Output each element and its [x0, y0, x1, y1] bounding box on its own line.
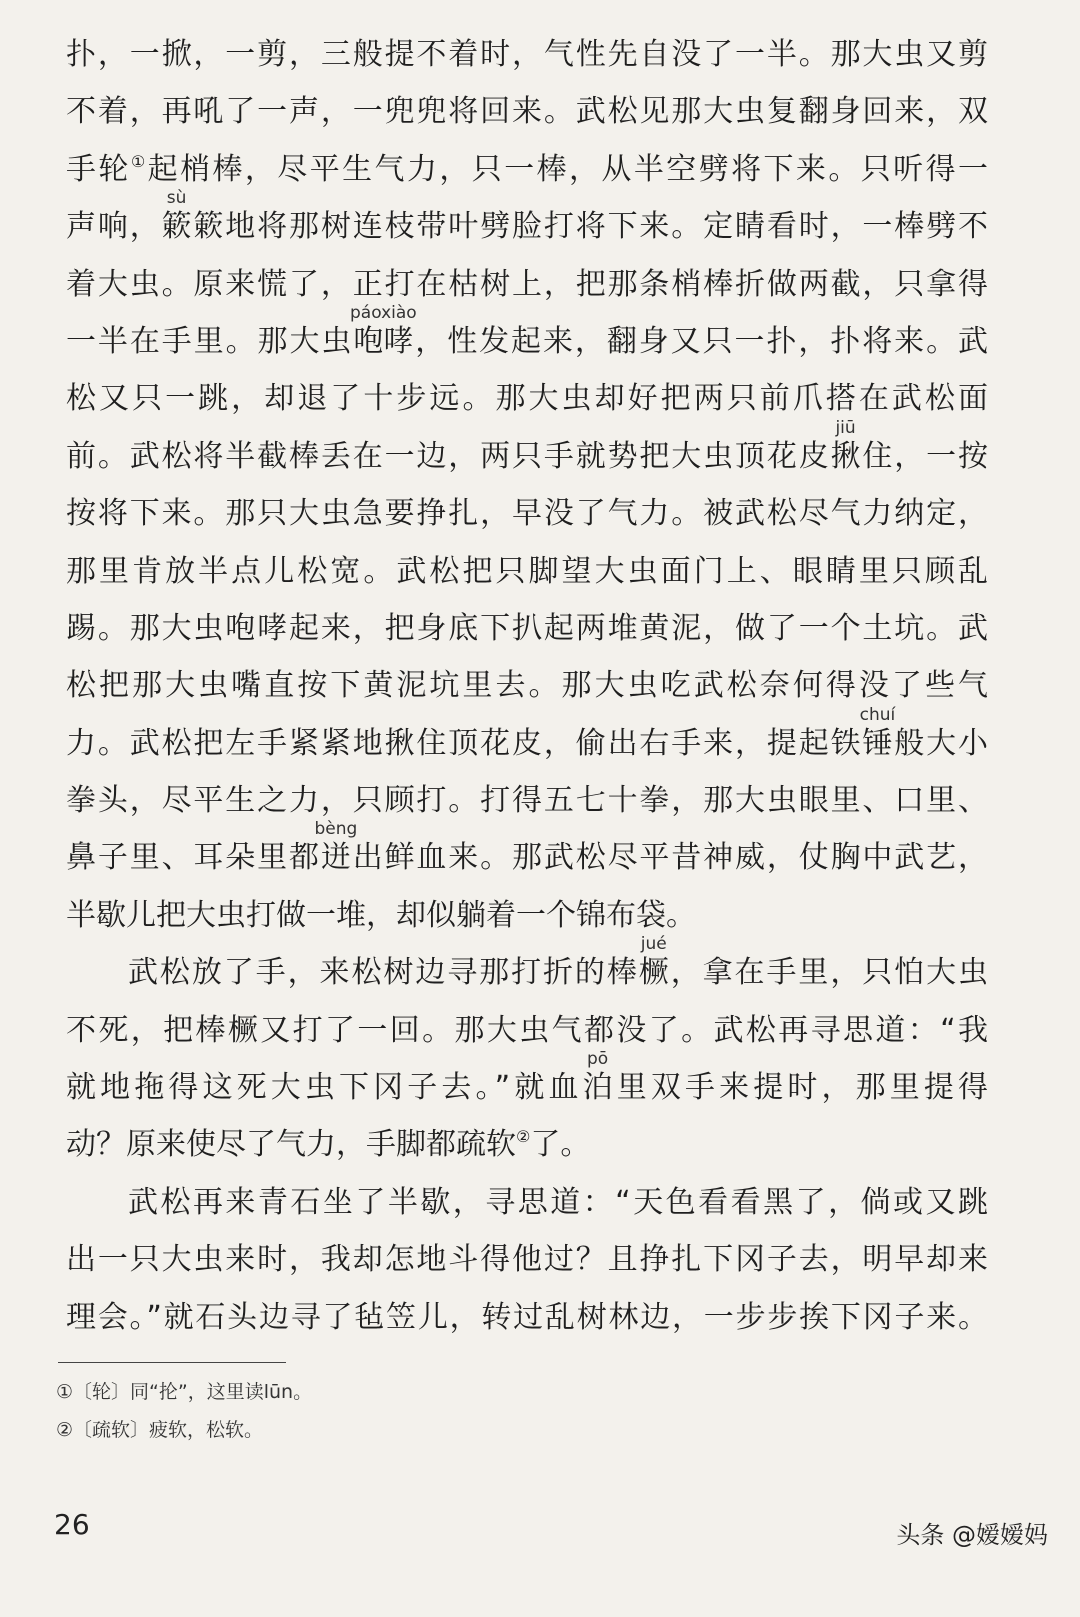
- text-run: 出一只大虫来时，我却怎地斗得他过？且挣扎下冈子去，明早却来: [66, 1242, 988, 1278]
- text-run: 武松再来青石坐了半歇，寻思道：“天色看看黑了，倘或又跳: [128, 1184, 988, 1220]
- text-line: [66, 992, 988, 1049]
- text-run: 一半在手里。那大虫: [66, 323, 354, 359]
- text-line: [66, 1106, 988, 1163]
- text-line: [66, 475, 988, 532]
- text-run: 动？原来使尽了气力，手脚都疏软: [66, 1127, 516, 1163]
- annotated-word: [638, 934, 669, 991]
- text-run: 松又只一跳，却退了十步远。那大虫却好把两只前爪搭在武松面: [66, 381, 988, 417]
- text-line: [66, 877, 988, 934]
- body-text: [66, 16, 988, 1336]
- text-line: [66, 934, 988, 991]
- annotated-word: [830, 417, 861, 475]
- text-run: 不着，再吼了一声，一兜兜将回来。武松见那大虫复翻身回来，双: [66, 94, 988, 130]
- annotated-char: 橛: [638, 955, 669, 991]
- text-run: 就地拖得这死大虫下冈子去。”就血: [66, 1070, 583, 1106]
- text-run: 力。武松把左手紧紧地揪住顶花皮，偷出右手来，提起铁: [66, 725, 863, 761]
- text-run: 不死，把棒橛又打了一回。那大虫气都没了。武松再寻思道：“我: [66, 1012, 988, 1048]
- text-line: [66, 73, 988, 130]
- text-run: 拳头，尽平生之力，只顾打。打得五七十拳，那大虫眼里、口里、: [66, 783, 988, 819]
- text-run: 半歇儿把大虫打做一堆，却似躺着一个锦布袋。: [66, 897, 696, 933]
- text-run: 簌地将那树连枝带叶劈脸打将下来。定睛看时，一棒劈不: [191, 209, 989, 245]
- text-line: [66, 360, 988, 417]
- annotated-char: 迸: [320, 840, 351, 876]
- text-run: 前。武松将半截棒丢在一边，两只手就势把大虫顶花皮: [66, 438, 831, 474]
- annotated-char: 簌: [161, 209, 192, 245]
- text-run: 起梢棒，尽平生气力，只一棒，从半空劈将下来。只听得一: [147, 151, 989, 187]
- pinyin-annotation: pō: [586, 1049, 609, 1070]
- text-line: [66, 188, 988, 245]
- text-line: [66, 131, 988, 188]
- text-line: [66, 1049, 988, 1106]
- footnote-divider: [58, 1362, 286, 1363]
- text-run: 踢。那大虫咆哮起来，把身底下扒起两堆黄泥，做了一个土坑。武: [66, 610, 988, 646]
- text-line: [66, 246, 988, 303]
- text-run: 着大虫。原来慌了，正打在枯树上，把那条梢棒折做两截，只拿得: [66, 266, 988, 302]
- text-run: 手轮: [66, 151, 131, 187]
- watermark: 头条 @嫒嫒妈: [896, 1521, 1048, 1549]
- annotated-word: [582, 1049, 613, 1106]
- text-line: [66, 1221, 988, 1278]
- footnote-2: ②〔疏软〕疲软，松软。: [56, 1419, 264, 1441]
- pinyin-annotation: sù: [166, 188, 187, 209]
- footnote-marker: ①: [130, 151, 148, 171]
- text-line: [66, 1164, 988, 1221]
- footnote-1: ①〔轮〕同“抡”，这里读lūn。: [56, 1381, 313, 1403]
- text-run: 般大小: [892, 725, 989, 761]
- annotated-char: 锤: [862, 725, 893, 761]
- text-run: 了。: [530, 1127, 591, 1163]
- text-run: 鼻子里、耳朵里都: [66, 840, 321, 876]
- text-run: 里双手来提时，那里提得: [612, 1070, 989, 1106]
- annotated-word: [349, 302, 417, 360]
- text-run: 那里肯放半点儿松宽。武松把只脚望大虫面门上、眼睛里只顾乱: [66, 553, 988, 589]
- text-run: 扑，一掀，一剪，三般提不着时，气性先自没了一半。那大虫又剪: [66, 37, 988, 72]
- text-run: 出鲜血来。那武松尽平昔神威，仗胸中武艺，: [350, 840, 989, 876]
- annotated-char: 揪: [830, 438, 861, 474]
- text-run: 住，一按: [860, 438, 989, 474]
- text-run: ，拿在手里，只怕大虫: [668, 955, 989, 991]
- page-number: 26: [54, 1508, 90, 1541]
- text-run: 理会。”就石头边寻了毡笠儿，转过乱树林边，一步步挨下冈子来。: [66, 1299, 988, 1335]
- text-run: ，性发起来，翻身又只一扑，扑将来。武: [413, 323, 989, 359]
- text-line: [66, 819, 988, 876]
- pinyin-annotation: páoxiào: [349, 302, 417, 323]
- annotated-word: [314, 819, 358, 876]
- text-line: [66, 418, 988, 475]
- pinyin-annotation: jiū: [835, 417, 856, 438]
- text-line: [66, 590, 988, 647]
- annotated-char: 咆哮: [353, 323, 414, 359]
- text-line: [66, 1279, 988, 1336]
- annotated-word: [161, 188, 192, 245]
- annotated-char: 泊: [582, 1070, 613, 1106]
- text-run: 松把那大虫嘴直按下黄泥坑里去。那大虫吃武松奈何得没了些气: [66, 668, 988, 704]
- text-line: [66, 533, 988, 590]
- footnote-marker: ②: [516, 1127, 531, 1147]
- text-line: [66, 705, 988, 762]
- text-run: 按将下来。那只大虫急要挣扎，早没了气力。被武松尽气力纳定，: [66, 496, 988, 532]
- text-line: [66, 647, 988, 704]
- annotated-word: [859, 704, 896, 762]
- text-run: 武松放了手，来松树边寻那打折的棒: [128, 955, 639, 991]
- text-line: [66, 303, 988, 360]
- pinyin-annotation: jué: [640, 934, 667, 955]
- text-line: [66, 16, 988, 73]
- pinyin-annotation: chuí: [859, 704, 896, 725]
- pinyin-annotation: bèng: [314, 819, 358, 840]
- text-line: [66, 762, 988, 819]
- text-run: 声响，: [66, 209, 162, 245]
